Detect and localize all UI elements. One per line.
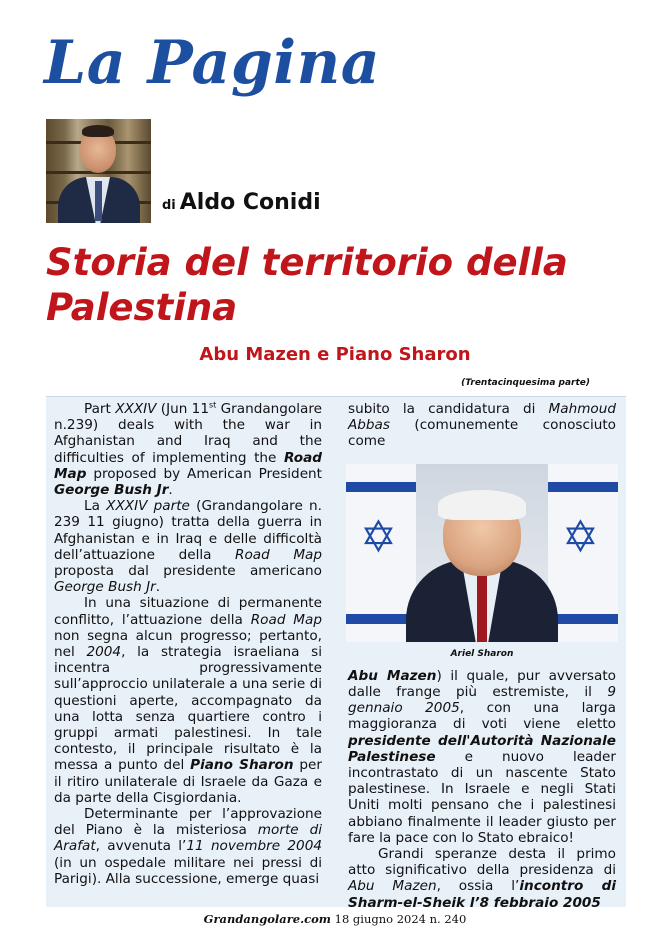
paragraph-english-summary: Part XXXIV (Jun 11st Grandangolare n.239) deals with the war in Afghanistan and Iraq and the difficulties of implementing the Road Map proposed by American President George Bush Jr. [54, 400, 322, 499]
article-column-1 [54, 401, 322, 887]
part-note: (Trentacinquesima parte) [461, 378, 590, 388]
byline-prefix: di [162, 198, 176, 213]
paragraph-abu-mazen: Abu Mazen) il quale, pur avversato dalle frange più estremiste, il 9 gennaio 2005, con una larga maggioranza di voti viene eletto presidente dell'Autorità Nazionale Palestinese e nuovo leader incontrastato di un nascente Stato palestinese. In Israele e negli Stati Uniti molti pensano che i palestinesi abbiano finalmente il leader giusto per fare la pace con lo Stato ebraico! [348, 667, 616, 846]
page-footer [0, 912, 670, 926]
israeli-flag-right: ✡ [548, 464, 618, 642]
paragraph-piano-sharon: In una situazione di permanente conflitto, l’attuazione della Road Map non segna alcun progresso; pertanto, nel 2004, la strategia israeliana si incentra progressivamente sull’approccio unilaterale a una serie di questioni aperte, accompagnato da una lotta senza quartiere contro i gruppi armati palestinesi. In tale contesto, il principale risultato è la messa a punto del Piano Sharon per il ritiro unilaterale di Israele da Gaza e da parte della Cisgiordania. [54, 595, 322, 806]
paragraph-sharm-el-sheik: Grandi speranze desta il primo atto significativo della presidenza di Abu Mazen, ossia l’incontro di Sharm-el-Sheik l’8 febbraio 2005 [348, 846, 616, 911]
author-photo [46, 119, 151, 223]
article-body [46, 396, 626, 911]
photo-caption: Ariel Sharon [450, 648, 514, 659]
israeli-flag-left: ✡ [346, 464, 416, 642]
ariel-sharon-photo [346, 464, 618, 642]
footer-issue: 18 giugno 2024 n. 240 [334, 912, 467, 926]
paragraph-abbas: subito la candidatura di Mahmoud Abbas (comunemente conosciuto come [348, 401, 616, 450]
article-column-2 [348, 401, 616, 911]
article-subhead: Abu Mazen e Piano Sharon [199, 344, 471, 365]
article-headline: Storia del territorio della Palestina [46, 241, 568, 329]
byline-author: Aldo Conidi [179, 190, 321, 215]
paragraph-arafat: Determinante per l’approvazione del Piano è la misteriosa morte di Arafat, avvenuta l’11 novembre 2004 (in un ospedale militare nei pressi di Parigi). Alla successione, emerge quasi [54, 806, 322, 887]
masthead-title: La Pagina [44, 28, 381, 98]
paragraph-italian-summary: La XXXIV parte (Grandangolare n. 239 11 giugno) tratta della guerra in Afghanistan e in Iraq e delle difficoltà dell’attuazione della Road Map proposta dal presidente americano George Bush Jr. [54, 498, 323, 596]
byline [162, 190, 321, 215]
footer-site: Grandangolare.com [203, 912, 331, 926]
